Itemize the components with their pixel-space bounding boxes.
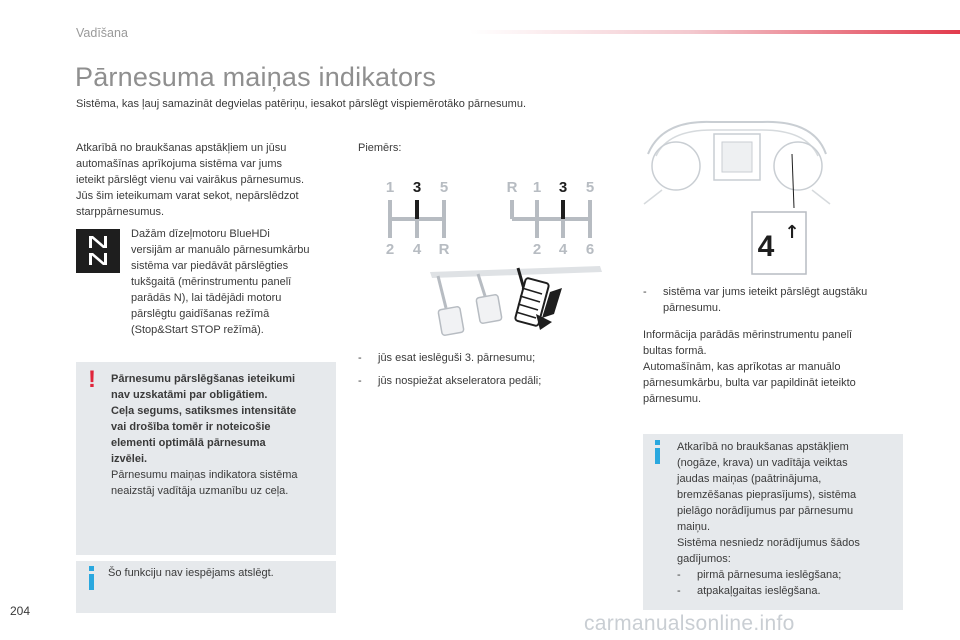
gear-label: 2 [532, 241, 542, 258]
example-label: Piemērs: [358, 142, 402, 154]
info-paragraph [643, 327, 908, 407]
info-box-line: Sistēma nesniedz norādījumus šādos [677, 537, 860, 549]
gearbox-diagram [360, 168, 610, 342]
neutral-line: pārslēgtu gaidīšanas režīmā [131, 308, 270, 320]
page-subtitle: Sistēma, kas ļauj samazināt degvielas patēriņu, iesakot pārslēgt vispiemērotāko pārnesumu. [76, 98, 527, 110]
neutral-line: tukšgaitā (mērinstrumentu panelī [131, 276, 292, 288]
info-line: pārnesumu. [643, 393, 702, 405]
gear-label: 1 [532, 179, 542, 196]
info-icon [89, 574, 94, 590]
gear-label-highlight: 3 [412, 179, 422, 196]
floor-plate [430, 266, 602, 278]
warning-line: Pārnesumu maiņas indikatora sistēma [111, 469, 298, 481]
bullet-item: - sistēma var jums ieteikt pārslēgt augstāku pārnesumu. [643, 286, 868, 314]
info-box-line: gadījumos: [677, 553, 731, 565]
warning-bold-line: elementi optimālā pārnesuma [111, 437, 266, 449]
upshift-arrow-icon: ↑ [784, 222, 800, 243]
warning-bold-line: Pārnesumu pārslēgšanas ieteikumi [111, 373, 296, 385]
gear-label: 6 [585, 241, 595, 258]
intro-line: Jūs šim ieteikumam varat sekot, nepārslēdzot [76, 190, 299, 202]
warning-bold-line: Ceļa segums, satiksmes intensitāte [111, 405, 297, 417]
info-box-line: jaudas maiņas (paātrinājuma, [677, 473, 822, 485]
info-icon [89, 566, 94, 571]
neutral-paragraph [131, 226, 341, 338]
intro-line: ieteikt pārslēgt vienu vai vairākus pārnesumus. [76, 174, 305, 186]
intro-line: automašīnas aprīkojuma sistēma var jums [76, 158, 283, 170]
info-box-bullet: - atpakaļgaitas ieslēgšana. [677, 585, 821, 597]
info-line: Automašīnām, kas aprīkotas ar manuālo [643, 361, 841, 373]
neutral-gear-icon [76, 229, 120, 273]
neutral-line: (Stop&Start STOP režīmā). [131, 324, 264, 336]
neutral-line: sistēma var piedāvāt pārslēgties [131, 260, 289, 272]
intro-line: Atkarībā no braukšanas apstākļiem un jūsu [76, 142, 287, 154]
warning-icon: ! [88, 366, 96, 393]
gear-label: R [506, 179, 518, 196]
info-box-line: bremzēšanas pieprasījums), sistēma [677, 489, 857, 501]
intro-paragraph [76, 140, 338, 220]
info-line: pārnesumkārbu, bulta var papildināt ieteikto [643, 377, 856, 389]
section-label: Vadīšana [76, 26, 128, 40]
gear-label-highlight: 3 [558, 179, 568, 196]
watermark: carmanualsonline.info [584, 612, 795, 635]
gear-label: 5 [439, 179, 449, 196]
info-line: Informācija parādās mērinstrumentu panelī [643, 329, 853, 341]
intro-line: starppārnesumus. [76, 206, 165, 218]
info-box-bullet: - pirmā pārnesuma ieslēgšana; [677, 569, 842, 581]
gear-label: R [438, 241, 450, 258]
instrument-cluster-illustration [642, 116, 832, 282]
info-line: bultas formā. [643, 345, 707, 357]
info-text: Šo funkciju nav iespējams atslēgt. [108, 567, 274, 579]
page-number: 204 [10, 604, 31, 618]
warning-bold-line: izvēlei. [111, 453, 148, 465]
warning-text [111, 371, 325, 499]
warning-line: neaizstāj vadītāja uzmanību uz ceļa. [111, 485, 289, 497]
info-box-line: maiņu. [677, 521, 711, 533]
neutral-line: versijām ar manuālo pārnesumkārbu [131, 244, 310, 256]
header-rule [470, 30, 960, 34]
gate-6-speed [512, 200, 590, 238]
info-icon [655, 448, 660, 464]
pedals [438, 268, 549, 336]
info-box-line: pielāgo norādījumus par pārnesumu [677, 505, 854, 517]
info-icon [655, 440, 660, 445]
neutral-line: parādās N), lai tādējādi motoru [131, 292, 282, 304]
warning-bold-line: nav uzskatāmi par obligātiem. [111, 389, 268, 401]
gear-display-number: 4 [757, 230, 775, 263]
info-box-text [677, 439, 897, 599]
page-title: Pārnesuma maiņas indikators [75, 62, 437, 92]
gear-label: 4 [412, 241, 422, 258]
info-box-line: Atkarībā no braukšanas apstākļiem [677, 441, 849, 453]
bullet-item: - jūs esat ieslēguši 3. pārnesumu; [358, 352, 536, 364]
neutral-line: Dažām dīzeļmotoru BlueHDi [131, 228, 270, 240]
gear-label: 4 [558, 241, 568, 258]
info-box-line: (nogāze, krava) un vadītāja veiktas [677, 457, 848, 469]
gear-label: 2 [385, 241, 395, 258]
gear-label: 1 [385, 179, 395, 196]
warning-bold-line: vai drošība tomēr ir noteicošie [111, 421, 271, 433]
gear-label: 5 [585, 179, 595, 196]
bullet-item: - jūs nospiežat akseleratora pedāli; [358, 375, 542, 387]
